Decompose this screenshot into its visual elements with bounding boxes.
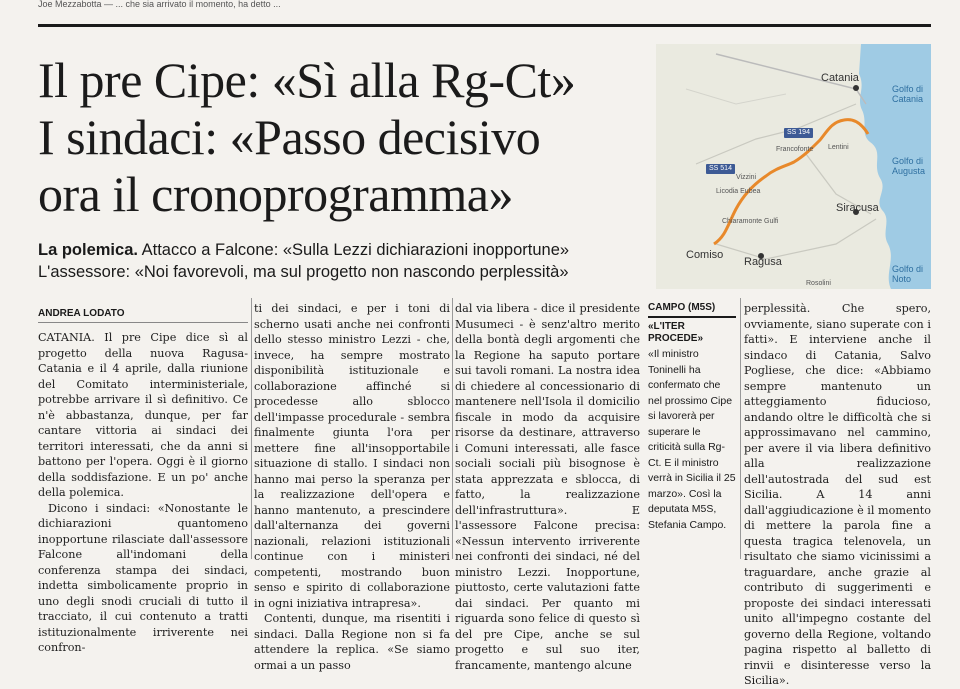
map-label-golfo-noto: Golfo di Noto <box>892 264 924 284</box>
byline: ANDREA LODATO <box>38 308 248 323</box>
headline-line-3: ora il cronoprogramma» <box>38 166 513 222</box>
article-column-5 <box>744 301 931 689</box>
route-map <box>656 44 931 289</box>
map-label-comiso: Comiso <box>686 249 724 261</box>
map-label-rosolini: Rosolini <box>806 280 831 287</box>
map-label-francofonte: Francofonte <box>776 146 814 153</box>
map-label-chiaramonte: Chiaramonte Gulfi <box>722 218 779 225</box>
map-label-ragusa: Ragusa <box>744 256 782 268</box>
map-label-catania: Catania <box>821 72 859 84</box>
sidebar-head: CAMPO (M5S) <box>648 300 736 318</box>
article-column-2 <box>254 301 450 673</box>
headline-line-2: I sindaci: «Passo decisivo <box>38 109 541 165</box>
subhead-kicker: La polemica. <box>38 241 138 259</box>
article-column-3 <box>455 301 640 673</box>
map-label-siracusa: Siracusa <box>836 202 879 214</box>
column-rule <box>452 298 453 559</box>
sidebar-box <box>648 300 736 533</box>
paragraph: perplessità. Che spero, ovviamente, siano superate con i fatti». E interviene anche il sindaco di Catania, Salvo Pogliese, che dice: «Abbiamo sempre mantenuto un atteggiamento fiducioso, andando oltre le difficoltà che si approssimavano nel cammino, per avere il via libera definitivo alla realizzazione dell'autostrada del sud est Sicilia. A 14 anni dall'aggiudicazione è il momento di mettere la parola fine a questa tragica telenovela, un risultato che siamo vicinissimi a traguardare, anche grazie al contributo di suggerimenti e proposte dei sindaci interessati unito all'impegno costante del governo della Regione, voltando pagina rispetto al balletto di rinvii e disinteresse verso la Sicilia». <box>744 302 932 687</box>
article-column-1 <box>38 330 248 656</box>
headline <box>38 52 658 223</box>
map-label-licodia: Licodia Eubea <box>716 188 761 195</box>
subheadline <box>38 239 658 283</box>
column-rule <box>740 298 741 559</box>
header-rule <box>38 24 931 27</box>
paragraph: Contenti, dunque, ma risentiti i sindaci. Dalla Regione non si fa attendere la replica. «Se siamo ormai a un passo <box>254 612 450 672</box>
column-rule <box>251 298 252 559</box>
headline-line-1: Il pre Cipe: «Sì alla Rg-Ct» <box>38 52 576 108</box>
subhead-line-2: L'assessore: «Noi favorevoli, ma sul progetto non nascondo perplessità» <box>38 263 569 281</box>
map-shield-ss514: SS 514 <box>706 164 735 174</box>
map-label-golfo-catania: Golfo di Catania <box>892 84 924 104</box>
running-header: Joe Mezzabotta — ... che sia arrivato il momento, ha detto ... <box>38 0 281 9</box>
sidebar-title: «L'ITER PROCEDE» <box>648 321 704 344</box>
paragraph: CATANIA. Il pre Cipe dice sì al progetto della nuova Ragusa-Catania e il 4 aprile, dalla riunione del Comitato interministeriale, potrebbe arrivare il sì definitivo. Ce n'è abbastanza, dunque, per far cantare vittoria ai sindaci dei territori interessati, che da anni si battono per l'opera. Oggi è il giorno della soddisfazione. E un po' anche della polemica. <box>38 331 248 499</box>
map-label-lentini: Lentini <box>828 144 849 151</box>
subhead-line-1: Attacco a Falcone: «Sulla Lezzi dichiarazioni inopportune» <box>137 241 570 259</box>
paragraph: dal via libera - dice il presidente Musumeci - è senz'altro merito della bontà degli argomenti che la Regione ha saputo portare sui tavoli romani. La nostra idea di chiedere al concessionario di mantenere nell'Isola il domicilio fiscale in modo da acquisire risorse da destinare, attraverso i Comuni interessati, alle fasce sociali sociali più bisognose è stata apprezzata e sblocca, di fatto, la realizzazione dell'infrastruttura». E l'assessore Falcone precisa: «Nessun intervento irriverente nei confronti dei sindaci, né del ministro Lezzi. Inopportune, piuttosto, certe valutazioni fatte dai sindaci. Per quanto mi riguarda sono felice di questo sì del pre Cipe, anche se sul progetto e sul suo iter, francamente, mantengo alcune <box>455 302 640 672</box>
map-label-golfo-augusta: Golfo di Augusta <box>892 156 926 176</box>
paragraph: ti dei sindaci, e per i toni di scherno usati anche nei confronti dello stesso ministro Lezzi - che, invece, ha sempre mostrato disponibilità istituzionale e collaborazione affinché si procedesse allo sblocco dell'impasse procedurale - sembra finalmente giunta l'ora per mettere fine all'insopportabile situazione di stallo. I sindaci non hanno mai perso la speranza per la realizzazione dell'opera e hanno mantenuto, a prescindere dall'alternanza dei governi nazionali, relazioni istituzionali continue con i ministeri competenti, mostrando buon senso e spirito di collaborazione in ogni iniziativa intrapresa». <box>254 302 450 610</box>
map-shield-ss194: SS 194 <box>784 128 813 138</box>
sidebar-body: «Il ministro Toninelli ha confermato che nel prossimo Cipe si lavorerà per superare le criticità sulla Rg-Ct. E il ministro verrà in Sicilia il 25 marzo». Così la deputata M5S, Stefania Campo. <box>648 348 736 531</box>
paragraph: Dicono i sindaci: «Nonostante le dichiarazioni quantomeno inopportune rilasciate dall'assessore Falcone all'indomani della conferenza stampa dei sindaci, indetta simbolicamente proprio in uno degli snodi cruciali di tutto il tracciato, il cui contenuto a tratti istituzionalmente irriverente nei confron- <box>38 501 248 654</box>
map-label-vizzini: Vizzini <box>736 174 757 181</box>
